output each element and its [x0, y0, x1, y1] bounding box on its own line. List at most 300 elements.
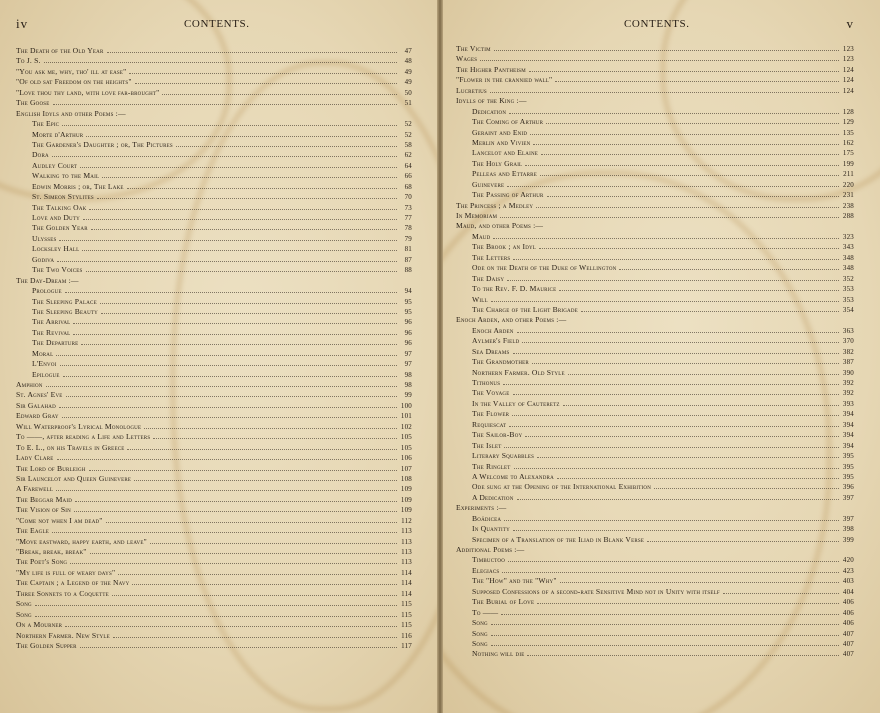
contents-entry: [16, 182, 412, 192]
entry-title: Song: [16, 599, 32, 609]
entry-page-number: 96: [404, 339, 412, 348]
entry-page-number: 115: [401, 610, 412, 619]
contents-entry: [16, 547, 412, 557]
entry-title: Ode on the Death of the Duke of Wellington: [472, 263, 617, 273]
contents-entry: [16, 620, 412, 630]
entry-page-number: 123: [842, 55, 854, 64]
entry-title: To J. S.: [16, 56, 41, 66]
dot-leader: [127, 443, 397, 450]
contents-entry: [456, 263, 854, 273]
contents-entry: [456, 535, 854, 545]
entry-page-number: 64: [404, 161, 412, 170]
entry-title: "Flower in the crannied wall": [456, 75, 553, 85]
dot-leader: [70, 557, 397, 564]
dot-leader: [536, 201, 839, 208]
entry-page-number: 77: [404, 214, 412, 222]
dot-leader: [127, 182, 397, 189]
entry-page-number: 99: [404, 391, 412, 400]
entry-page-number: 100: [400, 401, 412, 410]
dot-leader: [513, 253, 839, 260]
entry-page-number: 78: [404, 224, 412, 233]
dot-leader: [53, 98, 397, 105]
entry-title: Ulysses: [32, 233, 57, 243]
dot-leader: [91, 223, 397, 230]
entry-page-number: 353: [842, 285, 854, 294]
entry-page-number: 363: [842, 326, 854, 335]
dot-leader: [541, 148, 839, 155]
entry-title: The Coming of Arthur: [472, 117, 544, 127]
entry-title: "Love thou thy land, with love far-brought": [16, 87, 160, 97]
entry-title: The Revival: [32, 327, 71, 337]
dot-leader: [517, 493, 839, 500]
entry-page-number: 220: [842, 180, 854, 189]
dot-leader: [500, 211, 839, 218]
dot-leader: [491, 618, 839, 625]
entry-page-number: 96: [404, 328, 412, 337]
entry-title: The Epic: [32, 119, 60, 129]
entry-page-number: 87: [404, 255, 412, 264]
dot-leader: [494, 44, 839, 51]
contents-entry: [16, 109, 412, 119]
dot-leader: [581, 305, 839, 312]
contents-entry: [456, 180, 854, 190]
dot-leader: [537, 451, 839, 458]
entry-page-number: 105: [400, 443, 412, 452]
entry-title: The Daisy: [472, 273, 505, 283]
entry-title: Enoch Arden: [472, 325, 514, 335]
entry-title: To ——: [472, 607, 499, 617]
dot-leader: [509, 420, 839, 427]
entry-title: Sir Launcelot and Queen Guinevere: [16, 473, 132, 483]
dot-leader: [563, 399, 839, 406]
entry-page-number: 105: [400, 433, 412, 442]
dot-leader: [557, 472, 839, 479]
dot-leader: [144, 422, 397, 429]
entry-page-number: 406: [842, 608, 854, 617]
dot-leader: [35, 599, 397, 606]
contents-entry: [456, 138, 854, 148]
contents-entry: [456, 649, 854, 659]
entry-title: The Charge of the Light Brigade: [472, 304, 578, 314]
contents-entry: [456, 65, 854, 75]
entry-title: Northern Farmer. Old Style: [472, 367, 565, 377]
dot-leader: [65, 620, 397, 627]
contents-entry: [456, 555, 854, 565]
entry-title: The "How" and the "Why": [472, 576, 557, 586]
entry-page-number: 116: [401, 631, 412, 640]
entry-title: "You ask me, why, tho' ill at ease": [16, 66, 127, 76]
dot-leader: [546, 117, 839, 124]
entry-title: Maud, and other Poems :—: [456, 221, 544, 231]
dot-leader: [525, 430, 839, 437]
entry-page-number: 114: [401, 568, 412, 577]
entry-page-number: 95: [404, 297, 412, 306]
contents-entry: [456, 357, 854, 367]
contents-entry: [16, 276, 412, 286]
contents-list: [456, 44, 854, 660]
dot-leader: [56, 349, 397, 356]
contents-entry: [16, 484, 412, 494]
entry-title: Audley Court: [32, 160, 78, 170]
contents-entry: [456, 378, 854, 388]
contents-entry: [456, 388, 854, 398]
entry-title: St. Simeon Stylites: [32, 192, 94, 202]
entry-title: The Passing of Arthur: [472, 190, 544, 200]
entry-page-number: 66: [404, 172, 412, 181]
dot-leader: [501, 608, 839, 615]
entry-page-number: 407: [842, 650, 854, 659]
contents-entry: [456, 336, 854, 346]
entry-title: Song: [472, 638, 488, 648]
entry-page-number: 109: [400, 506, 412, 515]
dot-leader: [654, 482, 839, 489]
contents-entry: [456, 629, 854, 639]
entry-page-number: 387: [842, 358, 854, 367]
dot-leader: [59, 401, 397, 408]
entry-title: The Talking Oak: [32, 202, 87, 212]
dot-leader: [97, 192, 397, 199]
dot-leader: [513, 347, 840, 354]
contents-entry: [16, 370, 412, 380]
dot-leader: [132, 578, 397, 585]
entry-title: The Two Voices: [32, 265, 83, 275]
page-header: [456, 0, 854, 31]
entry-title: Timbuctoo: [472, 555, 506, 565]
entry-title: The Sleeping Beauty: [32, 306, 98, 316]
entry-page-number: 390: [842, 368, 854, 377]
dot-leader: [491, 629, 839, 636]
entry-title: The Sleeping Palace: [32, 296, 97, 306]
entry-page-number: 98: [404, 381, 412, 389]
entry-title: Sir Galahad: [16, 400, 56, 410]
entry-page-number: 94: [404, 287, 412, 296]
entry-title: Walking to the Mail: [32, 171, 100, 181]
entry-page-number: 343: [842, 243, 854, 252]
contents-entry: [456, 639, 854, 649]
contents-entry: [16, 359, 412, 369]
entry-title: Geraint and Enid: [472, 127, 528, 137]
entry-title: Lancelot and Elaine: [472, 148, 539, 158]
entry-title: Additional Poems :—: [456, 545, 525, 554]
dot-leader: [129, 67, 397, 74]
contents-entry: [456, 86, 854, 96]
entry-page-number: 47: [404, 47, 412, 55]
dot-leader: [503, 378, 839, 385]
contents-entry: [456, 232, 854, 242]
entry-title: The Sailor-Boy: [472, 430, 523, 440]
entry-page-number: 112: [401, 516, 412, 525]
dot-leader: [568, 368, 839, 375]
entry-title: "Break, break, break": [16, 547, 87, 556]
dot-leader: [102, 171, 397, 178]
dot-leader: [540, 169, 839, 176]
contents-entry: [16, 526, 412, 536]
entry-title: Moral: [32, 348, 54, 358]
contents-entry: [16, 46, 412, 56]
dot-leader: [525, 159, 839, 166]
entry-page-number: 395: [842, 472, 854, 481]
entry-title: In Memoriam: [456, 211, 498, 220]
contents-entry: [16, 234, 412, 244]
entry-title: The Holy Grail: [472, 158, 523, 168]
dot-leader: [533, 138, 839, 145]
entry-page-number: 135: [842, 128, 854, 137]
dot-leader: [491, 639, 839, 646]
entry-page-number: 109: [400, 485, 412, 494]
contents-entry: [16, 244, 412, 254]
entry-title: Edwin Morris ; or, The Lake: [32, 181, 124, 191]
contents-entry: [456, 576, 854, 586]
entry-page-number: 81: [404, 245, 412, 254]
contents-entry: [16, 568, 412, 578]
dot-leader: [560, 576, 839, 583]
entry-title: The Victim: [456, 44, 491, 53]
contents-entry: [16, 589, 412, 599]
contents-entry: [16, 56, 412, 66]
entry-page-number: 113: [401, 548, 412, 556]
dot-leader: [66, 390, 397, 397]
dot-leader: [508, 555, 839, 562]
contents-entry: [16, 130, 412, 140]
entry-title: The Princess ; a Medley: [456, 200, 534, 210]
contents-entry: [456, 326, 854, 336]
entry-title: Requiescat: [472, 419, 507, 429]
contents-entry: [16, 516, 412, 526]
entry-title: Pelleas and Ettarre: [472, 169, 537, 179]
contents-entry: [456, 75, 854, 85]
contents-entry: [16, 171, 412, 181]
entry-title: The Golden Supper: [16, 640, 77, 650]
entry-page-number: 162: [842, 138, 854, 147]
entry-title: Enoch Arden, and other Poems :—: [456, 315, 567, 325]
entry-page-number: 124: [842, 65, 854, 74]
entry-page-number: 49: [404, 78, 412, 87]
contents-entry: [456, 503, 854, 513]
entry-page-number: 107: [400, 464, 412, 473]
contents-entry: [16, 443, 412, 453]
dot-leader: [118, 568, 397, 575]
contents-entry: [456, 96, 854, 106]
entry-title: St. Agnes' Eve: [16, 390, 63, 400]
dot-leader: [35, 610, 397, 617]
dot-leader: [65, 286, 397, 293]
dot-leader: [134, 474, 397, 481]
entry-title: Wages: [456, 54, 478, 64]
entry-page-number: 101: [400, 412, 412, 421]
contents-entry: [16, 213, 412, 223]
entry-title: "Move eastward, happy earth, and leave": [16, 536, 147, 546]
entry-page-number: 397: [842, 514, 854, 523]
contents-entry: [456, 441, 854, 451]
dot-leader: [113, 631, 397, 638]
entry-page-number: 403: [842, 577, 854, 586]
page-header: [16, 0, 412, 31]
entry-page-number: 49: [404, 67, 412, 76]
contents-entry: [16, 77, 412, 87]
entry-title: Tithonus: [472, 378, 501, 387]
contents-entry: [16, 474, 412, 484]
entry-title: Literary Squabbles: [472, 451, 535, 461]
entry-title: Song: [16, 609, 32, 619]
dot-leader: [647, 535, 839, 542]
dot-leader: [57, 255, 397, 262]
entry-title: The Islet: [472, 440, 502, 450]
entry-title: Epilogue: [32, 369, 60, 379]
entry-title: The Day-Dream :—: [16, 275, 79, 285]
contents-entry: [16, 557, 412, 567]
contents-entry: [456, 148, 854, 158]
dot-leader: [80, 641, 397, 648]
dot-leader: [530, 128, 839, 135]
dot-leader: [73, 317, 397, 324]
entry-page-number: 394: [842, 420, 854, 429]
contents-entry: [456, 482, 854, 492]
contents-entry: [16, 286, 412, 296]
contents-entry: [456, 545, 854, 555]
entry-page-number: 175: [842, 149, 854, 158]
contents-entry: [16, 578, 412, 588]
dot-leader: [52, 150, 397, 157]
entry-page-number: 370: [842, 337, 854, 346]
entry-page-number: 404: [842, 587, 854, 596]
contents-entry: [456, 221, 854, 231]
dot-leader: [490, 86, 839, 93]
entry-page-number: 394: [842, 410, 854, 419]
entry-title: Merlin and Vivien: [472, 137, 531, 147]
contents-entry: [16, 599, 412, 609]
contents-entry: [16, 390, 412, 400]
contents-entry: [456, 242, 854, 252]
dot-leader: [44, 56, 397, 63]
entry-title: Godiva: [32, 254, 55, 264]
dot-leader: [107, 46, 397, 53]
entry-title: The Departure: [32, 338, 79, 348]
entry-page-number: 96: [404, 318, 412, 327]
dot-leader: [75, 495, 397, 502]
entry-page-number: 62: [404, 151, 412, 160]
entry-title: The Letters: [472, 252, 511, 262]
contents-entry: [456, 472, 854, 482]
contents-entry: [456, 253, 854, 263]
contents-entry: [16, 537, 412, 547]
contents-entry: [16, 464, 412, 474]
entry-title: English Idyls and other Poems :—: [16, 108, 126, 118]
contents-entry: [456, 420, 854, 430]
entry-page-number: 423: [842, 566, 854, 575]
contents-entry: [16, 317, 412, 327]
dot-leader: [62, 119, 397, 126]
contents-entry: [16, 255, 412, 265]
entry-page-number: 68: [404, 182, 412, 191]
entry-title: Aylmer's Field: [472, 336, 520, 346]
entry-title: Northern Farmer. New Style: [16, 630, 110, 640]
contents-entry: [456, 117, 854, 127]
entry-page-number: 106: [400, 454, 412, 463]
entry-title: To the Rev. F. D. Maurice: [472, 284, 557, 294]
dot-leader: [517, 326, 839, 333]
contents-entry: [16, 88, 412, 98]
entry-page-number: 113: [401, 537, 412, 546]
contents-entry: [16, 411, 412, 421]
entry-page-number: 392: [842, 389, 854, 398]
entry-page-number: 124: [842, 86, 854, 95]
entry-title: In the Valley of Cauteretz: [472, 398, 560, 408]
entry-page-number: 117: [401, 641, 412, 650]
entry-page-number: 113: [401, 527, 412, 536]
contents-entry: [456, 514, 854, 524]
dot-leader: [507, 180, 839, 187]
entry-page-number: 114: [401, 579, 412, 588]
entry-page-number: 114: [401, 589, 412, 598]
contents-entry: [16, 380, 412, 390]
dot-leader: [504, 441, 839, 448]
dot-leader: [82, 244, 397, 251]
contents-entry: [456, 566, 854, 576]
dot-leader: [176, 140, 397, 147]
contents-entry: [16, 98, 412, 108]
entry-title: Edward Gray: [16, 411, 59, 421]
dot-leader: [532, 357, 839, 364]
dot-leader: [101, 307, 397, 314]
contents-entry: [456, 211, 854, 221]
contents-entry: [456, 597, 854, 607]
page-folio: v: [846, 16, 854, 31]
contents-entry: [456, 493, 854, 503]
contents-entry: [16, 631, 412, 641]
dot-leader: [619, 263, 839, 270]
entry-title: Will: [472, 294, 488, 304]
contents-entry: [16, 349, 412, 359]
contents-entry: [456, 305, 854, 315]
entry-title: Maud: [472, 231, 491, 241]
entry-title: The Poet's Song: [16, 557, 68, 567]
dot-leader: [59, 234, 397, 241]
entry-page-number: 50: [404, 88, 412, 97]
entry-page-number: 70: [404, 193, 412, 202]
entry-page-number: 394: [842, 431, 854, 440]
entry-title: The Voyage: [472, 388, 510, 398]
contents-entry: [456, 462, 854, 472]
contents-entry: [456, 190, 854, 200]
contents-entry: [456, 295, 854, 305]
contents-entry: [16, 432, 412, 442]
entry-page-number: 393: [842, 399, 854, 408]
entry-title: Supposed Confessions of a second-rate Sensitive Mind not in Unity with itself: [472, 586, 720, 596]
entry-title: "Of old sat Freedom on the heights": [16, 77, 132, 87]
entry-title: A Welcome to Alexandra: [472, 471, 554, 481]
dot-leader: [62, 411, 397, 418]
entry-title: Sea Dreams: [472, 346, 510, 356]
entry-title: Dedication: [472, 106, 507, 116]
entry-title: Lucretius: [456, 85, 487, 95]
dot-leader: [504, 514, 839, 521]
contents-entry: [16, 505, 412, 515]
entry-title: The Goose: [16, 98, 50, 108]
dot-leader: [480, 54, 839, 61]
dot-leader: [513, 524, 839, 531]
contents-entry: [456, 409, 854, 419]
contents-entry: [456, 159, 854, 169]
entry-title: Boädicea: [472, 513, 502, 523]
entry-page-number: 124: [842, 76, 854, 85]
entry-title: Experiments :—: [456, 503, 507, 513]
dot-leader: [162, 88, 397, 95]
book-gutter: [437, 0, 443, 713]
dot-leader: [491, 295, 839, 302]
entry-page-number: 397: [842, 493, 854, 502]
dot-leader: [513, 388, 840, 395]
contents-entry: [16, 422, 412, 432]
